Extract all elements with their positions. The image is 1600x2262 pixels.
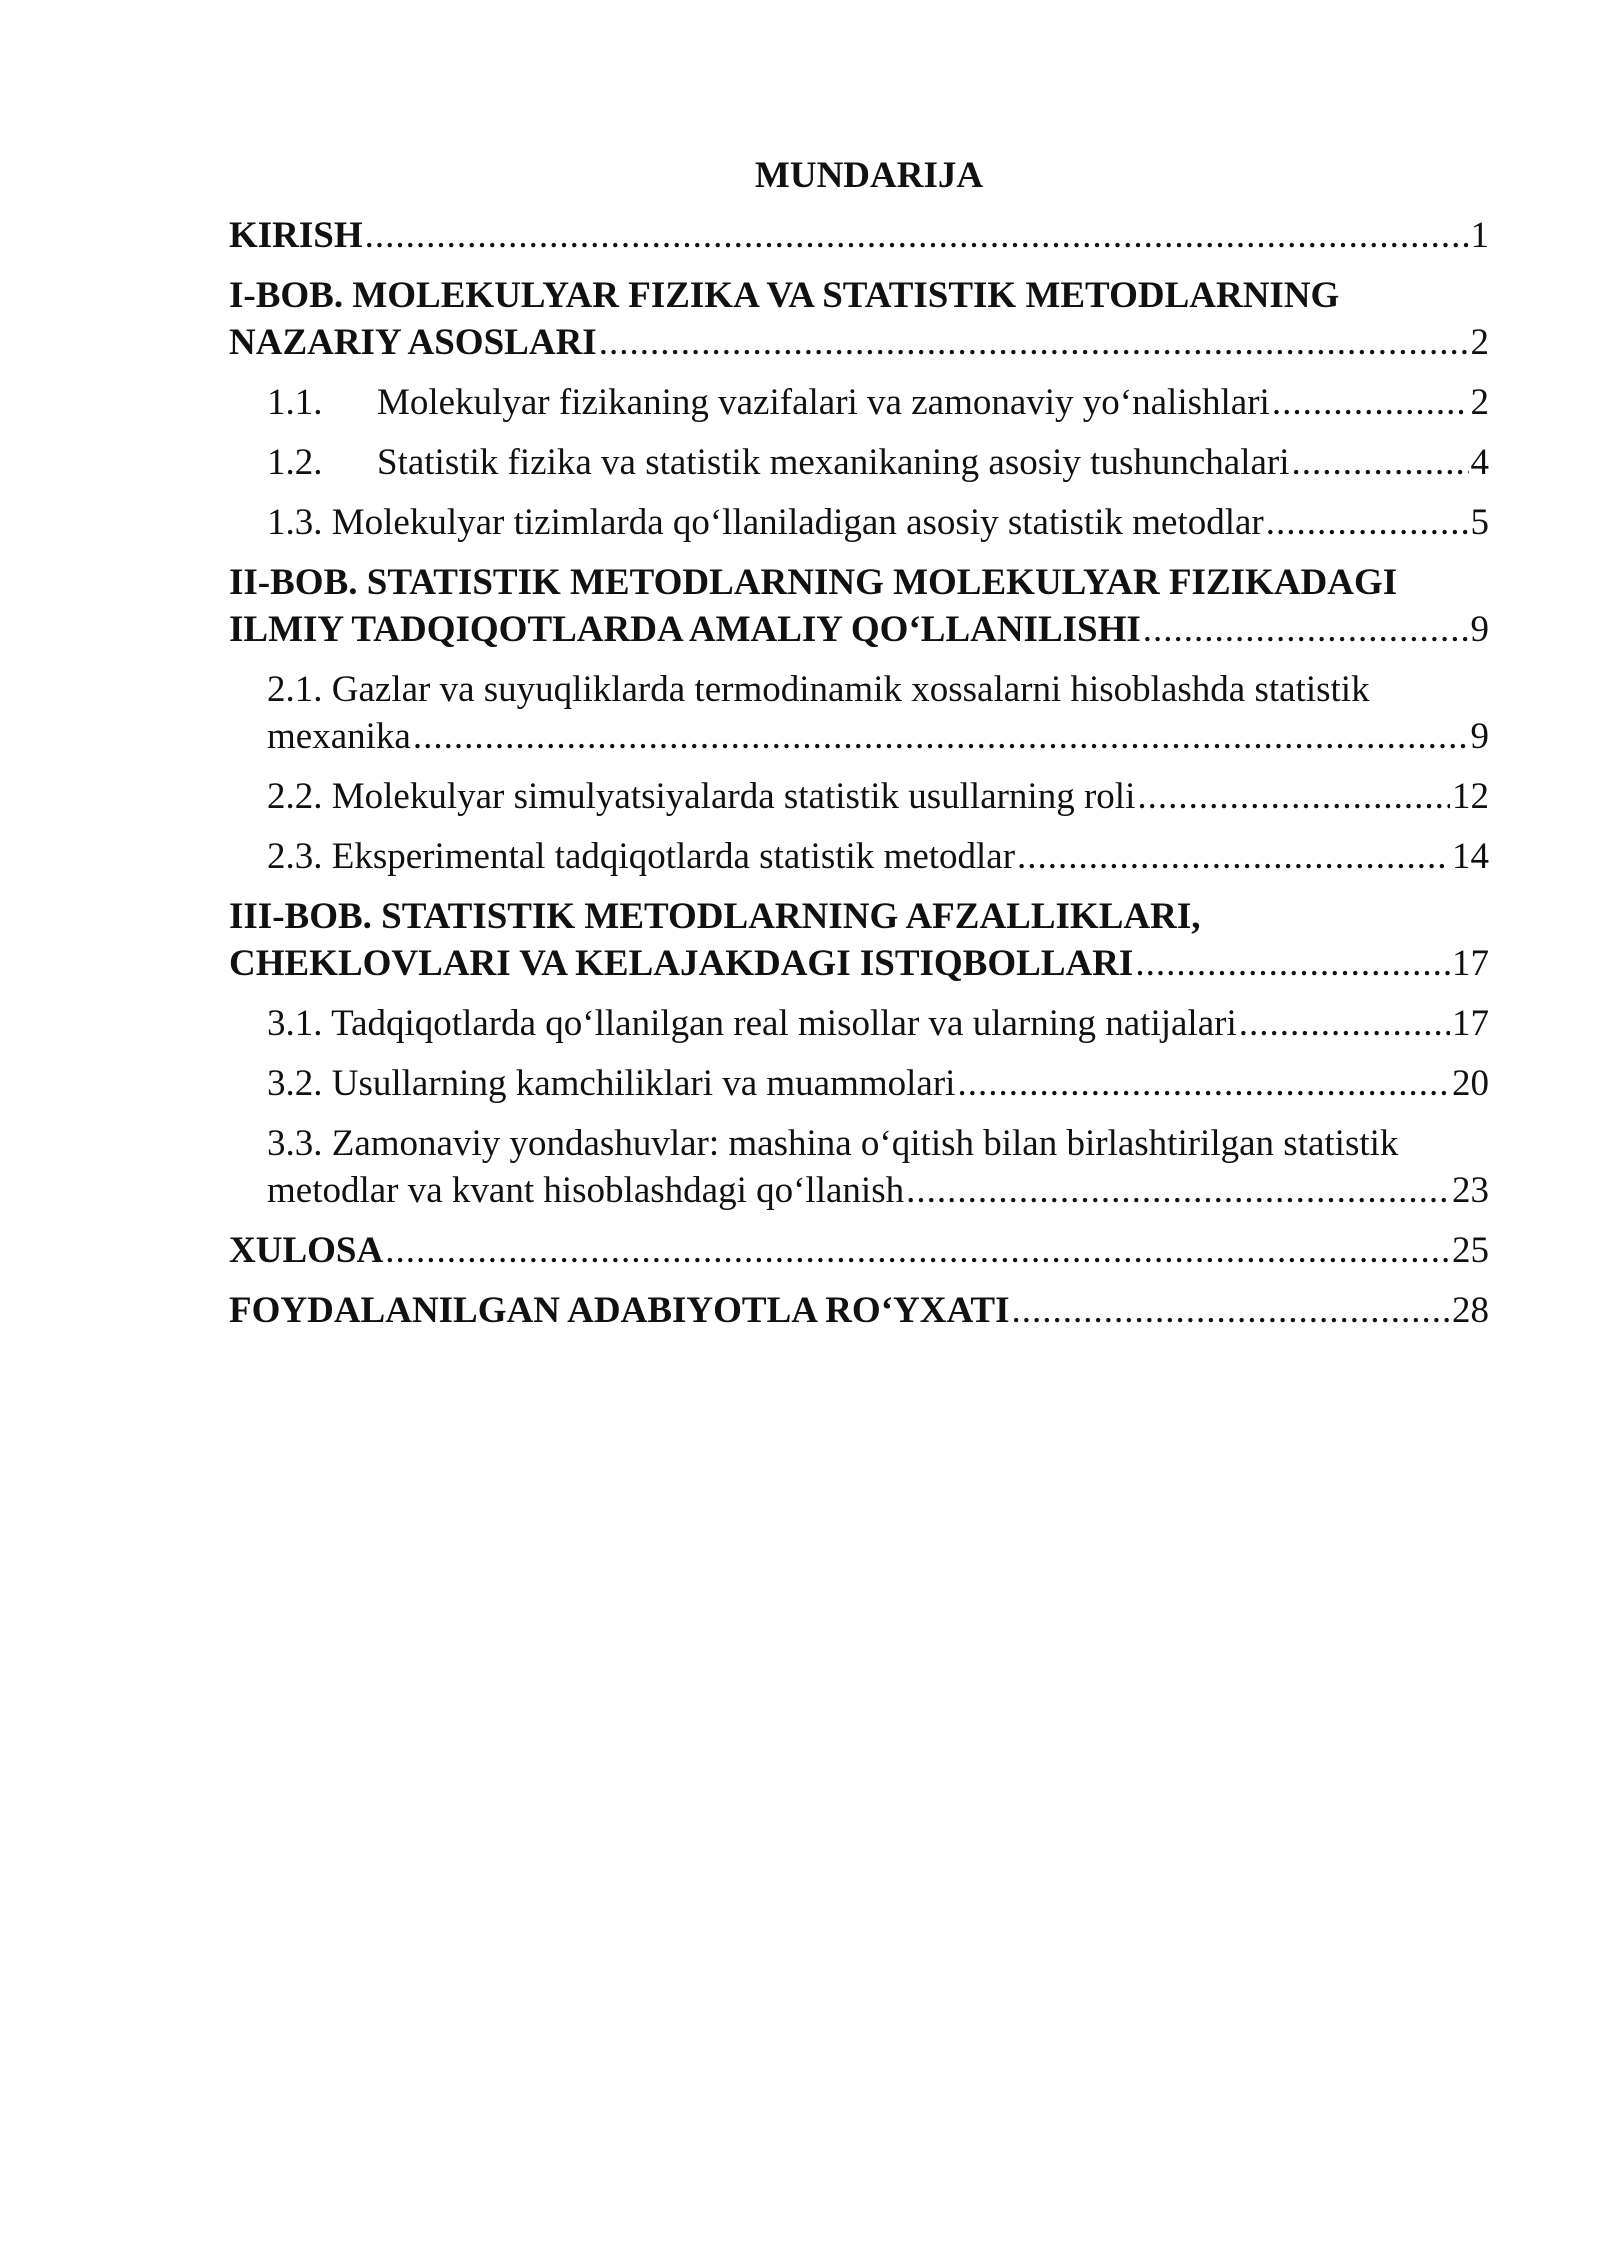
document-page [229, 150, 1489, 1347]
toc-entry-section-1-3[interactable] [229, 499, 1489, 546]
toc-entry-text: CHEKLOVLARI VA KELAJAKDAGI ISTIQBOLLARI [229, 943, 1134, 984]
toc-entry-section-3-1[interactable] [229, 1000, 1489, 1047]
dot-leader [957, 1060, 1450, 1107]
toc-entry-kirish[interactable] [229, 212, 1489, 259]
toc-page-number: 23 [1452, 1170, 1489, 1211]
toc-entry-text: 3.1. Tadqiqotlarda qo‘llanilgan real misollar va ularning natijalari [267, 1003, 1237, 1044]
table-of-contents [229, 212, 1489, 1334]
dot-leader [1012, 1287, 1450, 1334]
toc-entry-text-line1: 3.3. Zamonaviy yondashuvlar: mashina o‘qitish bilan birlashtirilgan statistik [267, 1123, 1399, 1164]
toc-entry-text: 2.2. Molekulyar simulyatsiyalarda statistik usullarning roli [267, 776, 1136, 817]
toc-entry-text: FOYDALANILGAN ADABIYOTLA RO‘YXATI [229, 1290, 1010, 1331]
toc-page-number: 12 [1452, 776, 1489, 817]
toc-entry-text: 2.3. Eksperimental tadqiqotlarda statistik metodlar [267, 836, 1016, 877]
toc-page-number: 4 [1470, 442, 1489, 483]
toc-page-number: 25 [1452, 1230, 1489, 1271]
toc-entry-text: ILMIY TADQIQOTLARDA AMALIY QO‘LLANILISHI [229, 609, 1141, 650]
dot-leader [1266, 499, 1469, 546]
toc-page-number: 9 [1470, 609, 1489, 650]
dot-leader [1239, 1000, 1450, 1047]
dot-leader [906, 1167, 1450, 1214]
toc-entry-section-3-2[interactable] [229, 1060, 1489, 1107]
toc-entry-text: 3.2. Usullarning kamchiliklari va muammolari [267, 1063, 956, 1104]
toc-page-number: 2 [1470, 382, 1489, 423]
toc-entry-section-2-2[interactable] [229, 773, 1489, 820]
dot-leader [385, 1227, 1450, 1274]
dot-leader [1135, 940, 1450, 987]
toc-entry-section-2-3[interactable] [229, 833, 1489, 880]
toc-page-number: 1 [1470, 215, 1489, 256]
toc-entry-text: Statistik fizika va statistik mexanikaning asosiy tushunchalari [377, 442, 1290, 483]
toc-entry-references[interactable] [229, 1287, 1489, 1334]
toc-entry-text: KIRISH [229, 215, 363, 256]
toc-entry-section-1-2[interactable] [229, 439, 1489, 486]
toc-entry-text-line1: 2.1. Gazlar va suyuqliklarda termodinamik xossalarni hisoblashda statistik [267, 669, 1370, 710]
toc-page-number: 2 [1470, 322, 1489, 363]
toc-entry-text: mexanika [267, 716, 411, 757]
toc-entry-text: Molekulyar fizikaning vazifalari va zamonaviy yo‘nalishlari [377, 382, 1270, 423]
toc-entry-text: NAZARIY ASOSLARI [229, 322, 597, 363]
toc-page-number: 5 [1470, 502, 1489, 543]
toc-entry-text: 1.3. Molekulyar tizimlarda qo‘llaniladigan asosiy statistik metodlar [267, 502, 1264, 543]
toc-title: MUNDARIJA [754, 155, 984, 196]
toc-page-number: 17 [1452, 943, 1489, 984]
toc-page-number: 14 [1452, 836, 1489, 877]
toc-entry-chapter-2[interactable] [229, 559, 1489, 653]
toc-entry-section-3-3[interactable] [229, 1120, 1489, 1214]
toc-entry-xulosa[interactable] [229, 1227, 1489, 1274]
toc-page-number: 20 [1452, 1063, 1489, 1104]
dot-leader [365, 212, 1469, 259]
dot-leader [1143, 606, 1469, 653]
dot-leader [413, 713, 1469, 760]
toc-entry-section-1-1[interactable] [229, 379, 1489, 426]
toc-entry-text-line1: II-BOB. STATISTIK METODLARNING MOLEKULYAR FIZIKADAGI [229, 562, 1398, 603]
dot-leader [1137, 773, 1450, 820]
dot-leader [1017, 833, 1450, 880]
toc-section-number: 1.2. [267, 442, 323, 483]
toc-entry-section-2-1[interactable] [229, 666, 1489, 760]
toc-entry-text: XULOSA [229, 1230, 384, 1271]
toc-page-number: 17 [1452, 1003, 1489, 1044]
dot-leader [599, 319, 1469, 366]
toc-page-number: 28 [1452, 1290, 1489, 1331]
dot-leader [1292, 439, 1469, 486]
toc-entry-chapter-1[interactable] [229, 272, 1489, 366]
toc-entry-text-line1: III-BOB. STATISTIK METODLARNING AFZALLIKLARI, [229, 896, 1201, 937]
toc-section-number: 1.1. [267, 382, 323, 423]
toc-page-number: 9 [1470, 716, 1489, 757]
toc-entry-chapter-3[interactable] [229, 893, 1489, 987]
toc-entry-text: metodlar va kvant hisoblashdagi qo‘llanish [267, 1170, 905, 1211]
dot-leader [1272, 379, 1469, 426]
toc-entry-text-line1: I-BOB. MOLEKULYAR FIZIKA VA STATISTIK METODLARNING [229, 275, 1340, 316]
